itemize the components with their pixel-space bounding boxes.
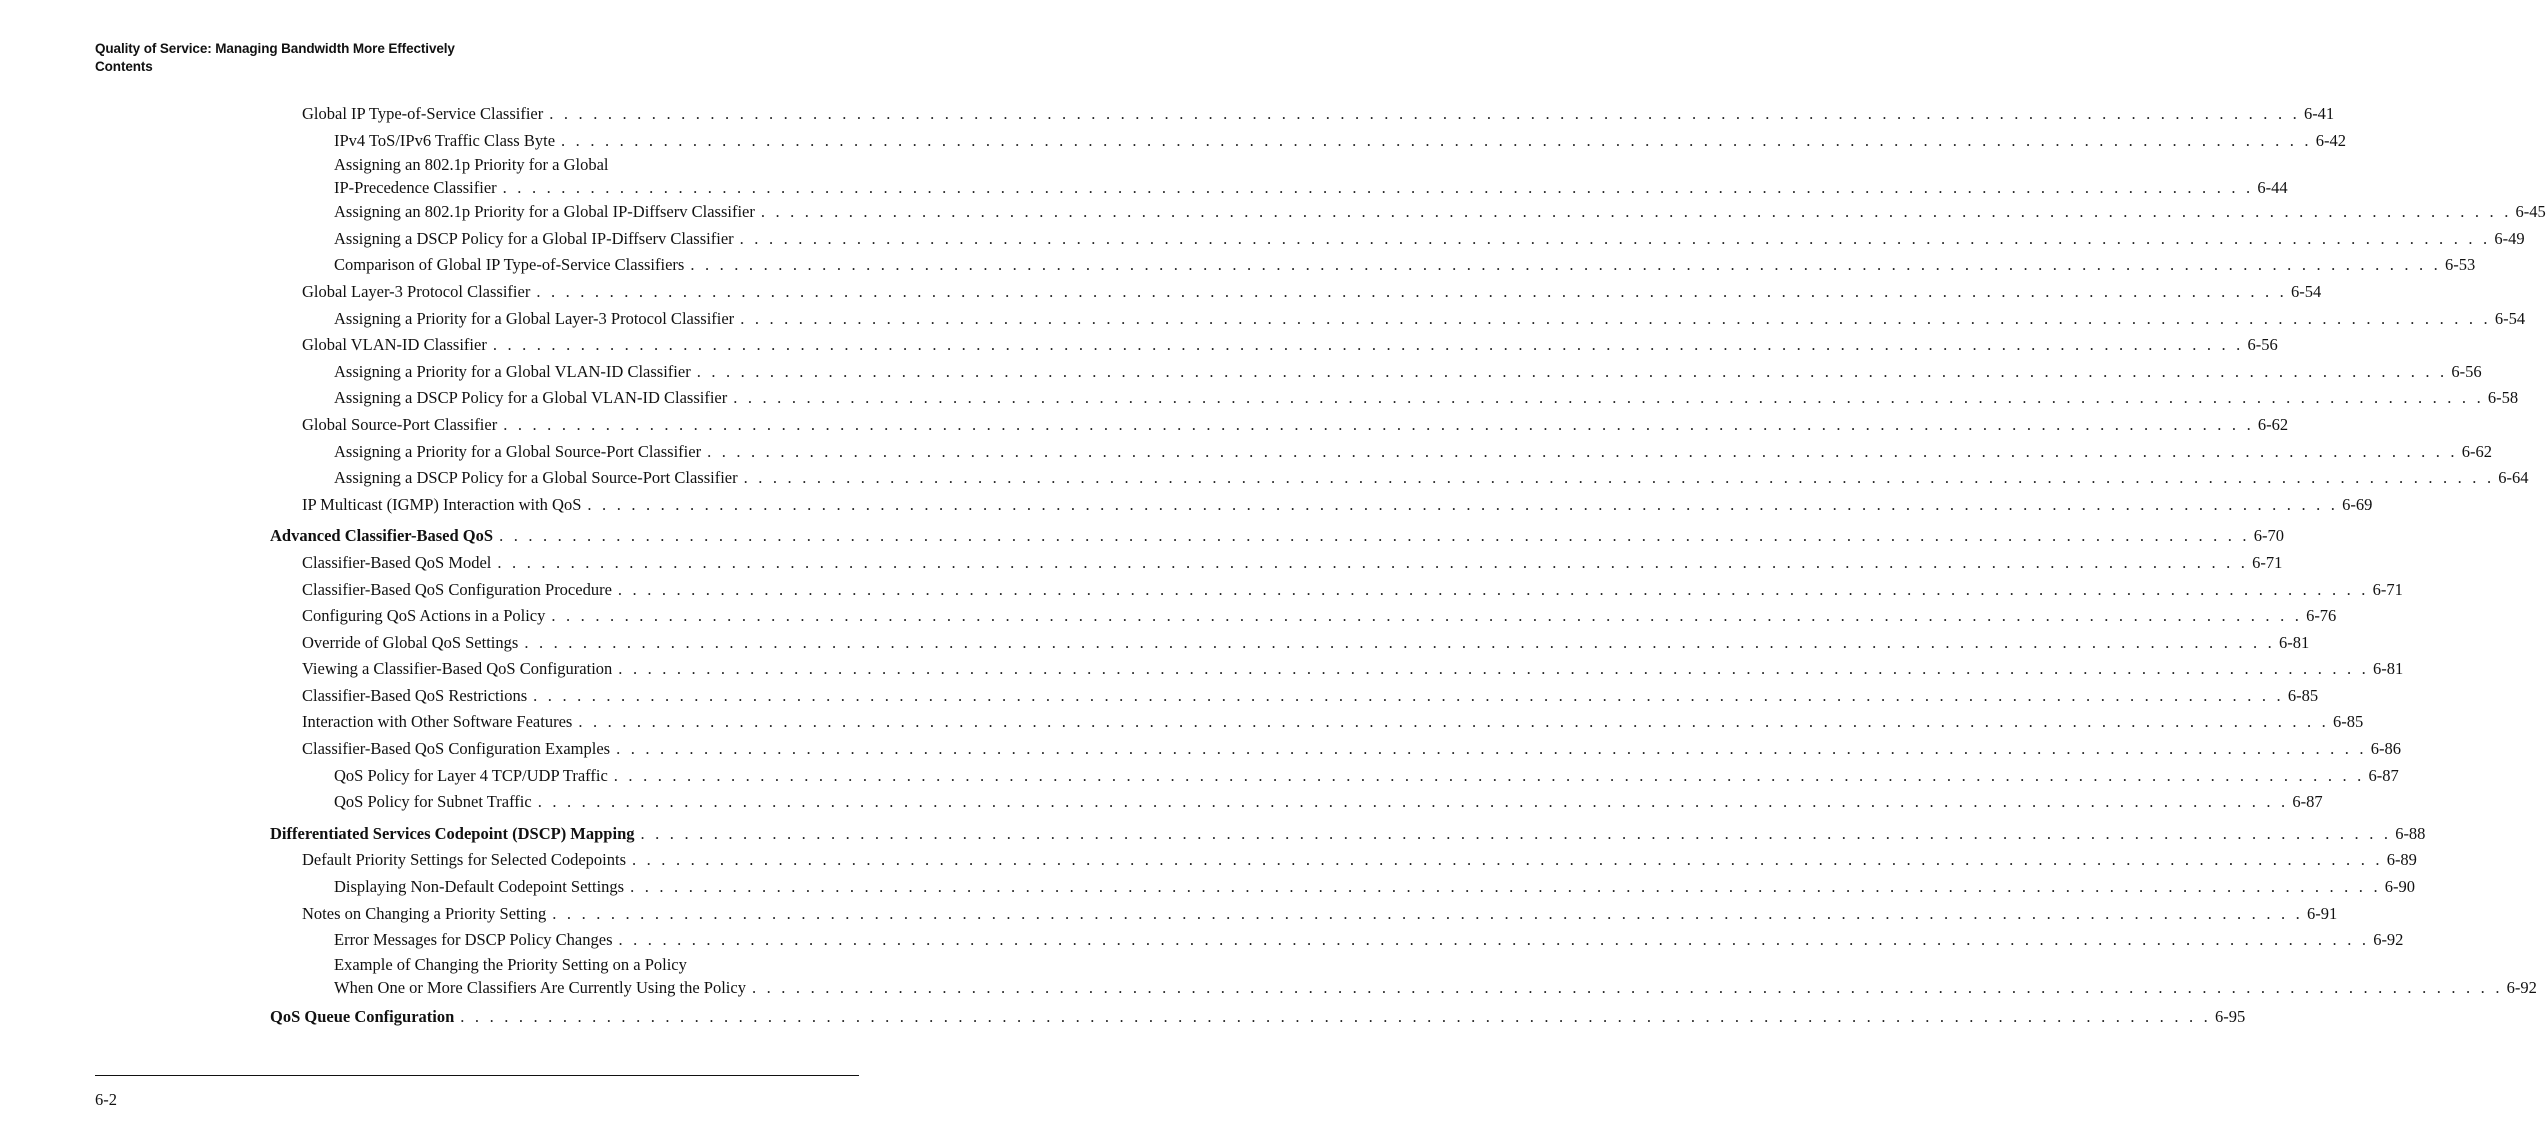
toc-entry[interactable] [334,439,2493,466]
dot-leader: . . . . . . . . . . . . . . . . . . . . . . . . . . . . . . . . . . . . . . . . . . . . . . . . . . . . . . . . . . . . . . . . . . . . . . . . . . . . . . . . . . . . . . . . . . . . . . . . . . . . . . . . . . . . . . . . . . . . . . . . [497,552,2249,572]
toc-entry-page-number: 6-86 [2370,739,2402,759]
toc-entry-page-number: 6-41 [2303,104,2335,123]
toc-entry[interactable] [334,306,2526,333]
toc-entry-page-number: 6-87 [2368,765,2399,785]
dot-leader: . . . . . . . . . . . . . . . . . . . . . . . . . . . . . . . . . . . . . . . . . . . . . . . . . . . . . . . . . . . . . . . . . . . . . . . . . . . . . . . . . . . . . . . . . . . . . . . . . . . . . . . . . . . . . . . . . . . . . . . . [739,228,2491,248]
toc-entry-page-number: 6-87 [2292,792,2323,812]
toc-entry[interactable] [302,101,2335,128]
toc-entry-page-number: 6-56 [2247,335,2278,355]
toc-entry[interactable] [270,1004,2246,1031]
toc-entry[interactable] [334,954,2537,999]
toc-entry-title: Interaction with Other Software Features [302,712,573,732]
dot-leader: . . . . . . . . . . . . . . . . . . . . . . . . . . . . . . . . . . . . . . . . . . . . . . . . . . . . . . . . . . . . . . . . . . . . . . . . . . . . . . . . . . . . . . . . . . . . . . . . . . . . . . . . . . . . . . . . . . . . . . . . [618,659,2369,679]
dot-leader: . . . . . . . . . . . . . . . . . . . . . . . . . . . . . . . . . . . . . . . . . . . . . . . . . . . . . . . . . . . . . . . . . . . . . . . . . . . . . . . . . . . . . . . . . . . . . . . . . . . . . . . . . . . . . . . . . . . . . . . . [578,712,2330,732]
toc-entry-title: Assigning a DSCP Policy for a Global VLAN-ID Classifier [334,388,728,408]
dot-leader: . . . . . . . . . . . . . . . . . . . . . . . . . . . . . . . . . . . . . . . . . . . . . . . . . . . . . . . . . . . . . . . . . . . . . . . . . . . . . . . . . . . . . . . . . . . . . . . . . . . . . . . . . . . . . . . . . . . . . . . . [617,579,2369,599]
toc-entry-page-number: 6-89 [2386,850,2417,870]
toc-entry-title: QoS Policy for Subnet Traffic [334,792,532,812]
toc-entry[interactable] [334,128,2346,155]
dot-leader: . . . . . . . . . . . . . . . . . . . . . . . . . . . . . . . . . . . . . . . . . . . . . . . . . . . . . . . . . . . . . . . . . . . . . . . . . . . . . . . . . . . . . . . . . . . . . . . . . . . . . . . . . . . . . . . . . . . . . . . . [460,1006,2211,1026]
dot-leader: . . . . . . . . . . . . . . . . . . . . . . . . . . . . . . . . . . . . . . . . . . . . . . . . . . . . . . . . . . . . . . . . . . . . . . . . . . . . . . . . . . . . . . . . . . . . . . . . . . . . . . . . . . . . . . . . . . . . . . . . [613,765,2365,785]
toc-entry[interactable] [334,465,2529,492]
toc-entry-title: Classifier-Based QoS Configuration Procedure [302,579,612,599]
dot-leader: . . . . . . . . . . . . . . . . . . . . . . . . . . . . . . . . . . . . . . . . . . . . . . . . . . . . . . . . . . . . . . . . . . . . . . . . . . . . . . . . . . . . . . . . . . . . . . . . . . . . . . . . . . . . . . . . . . . . . . . . [760,202,2512,222]
toc-entry-page-number: 6-69 [2342,494,2373,514]
dot-leader: . . . . . . . . . . . . . . . . . . . . . . . . . . . . . . . . . . . . . . . . . . . . . . . . . . . . . . . . . . . . . . . . . . . . . . . . . . . . . . . . . . . . . . . . . . . . . . . . . . . . . . . . . . . . . . . . . . . . . . . . [751,977,2503,997]
toc-entry[interactable] [302,847,2417,874]
toc-entry[interactable] [302,332,2278,359]
toc-entry[interactable] [334,199,2546,226]
toc-entry[interactable] [334,385,2519,412]
toc-entry-title: Advanced Classifier-Based QoS [270,526,494,546]
toc-entry-page-number: 6-88 [2395,823,2426,843]
dot-leader: . . . . . . . . . . . . . . . . . . . . . . . . . . . . . . . . . . . . . . . . . . . . . . . . . . . . . . . . . . . . . . . . . . . . . . . . . . . . . . . . . . . . . . . . . . . . . . . . . . . . . . . . . . . . . . . . . . . . . . . . [733,388,2484,408]
toc-entry-page-number: 6-62 [2257,414,2289,434]
footer-divider [95,1075,859,1076]
toc-entry-page-number: 6-92 [2373,930,2404,950]
toc-entry-page-number: 6-76 [2306,606,2337,626]
toc-entry-page-number: 6-44 [2257,178,2288,198]
toc-entry-page-number: 6-54 [2494,308,2526,328]
toc-entry-page-number: 6-85 [2287,685,2319,705]
toc-entry-title: Classifier-Based QoS Configuration Examples [302,739,611,759]
toc-entry[interactable] [302,709,2364,736]
dot-leader: . . . . . . . . . . . . . . . . . . . . . . . . . . . . . . . . . . . . . . . . . . . . . . . . . . . . . . . . . . . . . . . . . . . . . . . . . . . . . . . . . . . . . . . . . . . . . . . . . . . . . . . . . . . . . . . . . . . . . . . . [616,739,2367,759]
toc-entry-title: IPv4 ToS/IPv6 Traffic Class Byte [334,130,556,150]
toc-entry[interactable] [334,359,2482,386]
toc-entry-page-number: 6-56 [2451,361,2482,381]
dot-leader: . . . . . . . . . . . . . . . . . . . . . . . . . . . . . . . . . . . . . . . . . . . . . . . . . . . . . . . . . . . . . . . . . . . . . . . . . . . . . . . . . . . . . . . . . . . . . . . . . . . . . . . . . . . . . . . . . . . . . . . . [690,255,2442,275]
toc-entry-title: Viewing a Classifier-Based QoS Configuration [302,659,613,679]
dot-leader: . . . . . . . . . . . . . . . . . . . . . . . . . . . . . . . . . . . . . . . . . . . . . . . . . . . . . . . . . . . . . . . . . . . . . . . . . . . . . . . . . . . . . . . . . . . . . . . . . . . . . . . . . . . . . . . . . . . . . . . . [640,823,2392,843]
toc-entry[interactable] [302,656,2404,683]
toc-entry-title: Assigning a Priority for a Global Source-Port Classifier [334,441,702,461]
dot-leader: . . . . . . . . . . . . . . . . . . . . . . . . . . . . . . . . . . . . . . . . . . . . . . . . . . . . . . . . . . . . . . . . . . . . . . . . . . . . . . . . . . . . . . . . . . . . . . . . . . . . . . . . . . . . . . . . . . . . . . . . [502,178,2254,198]
dot-leader: . . . . . . . . . . . . . . . . . . . . . . . . . . . . . . . . . . . . . . . . . . . . . . . . . . . . . . . . . . . . . . . . . . . . . . . . . . . . . . . . . . . . . . . . . . . . . . . . . . . . . . . . . . . . . . . . . . . . . . . . [561,130,2312,150]
toc-entry-title: Assigning a Priority for a Global Layer-3 Protocol Classifier [334,308,735,328]
dot-leader: . . . . . . . . . . . . . . . . . . . . . . . . . . . . . . . . . . . . . . . . . . . . . . . . . . . . . . . . . . . . . . . . . . . . . . . . . . . . . . . . . . . . . . . . . . . . . . . . . . . . . . . . . . . . . . . . . . . . . . . . [587,494,2339,514]
toc-entry[interactable] [302,492,2373,519]
toc-entry-page-number: 6-81 [2279,632,2310,652]
running-header-section: Contents [95,59,153,74]
dot-leader: . . . . . . . . . . . . . . . . . . . . . . . . . . . . . . . . . . . . . . . . . . . . . . . . . . . . . . . . . . . . . . . . . . . . . . . . . . . . . . . . . . . . . . . . . . . . . . . . . . . . . . . . . . . . . . . . . . . . . . . . [551,606,2303,626]
toc-entry-title: QoS Policy for Layer 4 TCP/UDP Traffic [334,765,608,785]
toc-entry-title: Global VLAN-ID Classifier [302,335,487,355]
dot-leader: . . . . . . . . . . . . . . . . . . . . . . . . . . . . . . . . . . . . . . . . . . . . . . . . . . . . . . . . . . . . . . . . . . . . . . . . . . . . . . . . . . . . . . . . . . . . . . . . . . . . . . . . . . . . . . . . . . . . . . . . [533,685,2284,705]
table-of-contents [0,101,2546,1030]
toc-entry[interactable] [270,523,2285,550]
dot-leader: . . . . . . . . . . . . . . . . . . . . . . . . . . . . . . . . . . . . . . . . . . . . . . . . . . . . . . . . . . . . . . . . . . . . . . . . . . . . . . . . . . . . . . . . . . . . . . . . . . . . . . . . . . . . . . . . . . . . . . . . [707,441,2458,461]
toc-entry[interactable] [334,874,2416,901]
toc-entry-title: Classifier-Based QoS Model [302,552,492,572]
toc-entry[interactable] [302,630,2310,657]
toc-entry-page-number: 6-54 [2291,281,2322,301]
dot-leader: . . . . . . . . . . . . . . . . . . . . . . . . . . . . . . . . . . . . . . . . . . . . . . . . . . . . . . . . . . . . . . . . . . . . . . . . . . . . . . . . . . . . . . . . . . . . . . . . . . . . . . . . . . . . . . . . . . . . . . . . [630,877,2381,897]
dot-leader: . . . . . . . . . . . . . . . . . . . . . . . . . . . . . . . . . . . . . . . . . . . . . . . . . . . . . . . . . . . . . . . . . . . . . . . . . . . . . . . . . . . . . . . . . . . . . . . . . . . . . . . . . . . . . . . . . . . . . . . . [743,468,2495,488]
footer-page-number: 6-2 [95,1090,117,1109]
toc-entry-page-number: 6-45 [2515,202,2546,222]
toc-entry[interactable] [302,412,2289,439]
toc-entry[interactable] [302,901,2338,928]
toc-entry-page-number: 6-58 [2487,388,2519,408]
dot-leader: . . . . . . . . . . . . . . . . . . . . . . . . . . . . . . . . . . . . . . . . . . . . . . . . . . . . . . . . . . . . . . . . . . . . . . . . . . . . . . . . . . . . . . . . . . . . . . . . . . . . . . . . . . . . . . . . . . . . . . . . [536,281,2288,301]
toc-entry-page-number: 6-92 [2506,977,2537,997]
toc-entry-title: Global Source-Port Classifier [302,414,498,434]
toc-entry-page-number: 6-42 [2315,130,2346,150]
dot-leader: . . . . . . . . . . . . . . . . . . . . . . . . . . . . . . . . . . . . . . . . . . . . . . . . . . . . . . . . . . . . . . . . . . . . . . . . . . . . . . . . . . . . . . . . . . . . . . . . . . . . . . . . . . . . . . . . . . . . . . . . [552,903,2303,923]
dot-leader: . . . . . . . . . . . . . . . . . . . . . . . . . . . . . . . . . . . . . . . . . . . . . . . . . . . . . . . . . . . . . . . . . . . . . . . . . . . . . . . . . . . . . . . . . . . . . . . . . . . . . . . . . . . . . . . . . . . . . . . . [492,335,2244,355]
toc-entry[interactable] [302,577,2403,604]
toc-entry-title: QoS Queue Configuration [270,1006,455,1026]
toc-entry[interactable] [302,603,2337,630]
toc-entry-title: Configuring QoS Actions in a Policy [302,606,546,626]
toc-entry-page-number: 6-62 [2461,441,2493,461]
toc-entry-title-continued: When One or More Classifiers Are Currently Using the Policy [334,977,746,997]
toc-entry-title-continued: IP-Precedence Classifier [334,178,497,198]
toc-entry-title: Global Layer-3 Protocol Classifier [302,281,531,301]
toc-entry-title: Default Priority Settings for Selected Codepoints [302,850,626,870]
toc-entry[interactable] [334,789,2323,816]
dot-leader: . . . . . . . . . . . . . . . . . . . . . . . . . . . . . . . . . . . . . . . . . . . . . . . . . . . . . . . . . . . . . . . . . . . . . . . . . . . . . . . . . . . . . . . . . . . . . . . . . . . . . . . . . . . . . . . . . . . . . . . . [499,526,2250,546]
dot-leader: . . . . . . . . . . . . . . . . . . . . . . . . . . . . . . . . . . . . . . . . . . . . . . . . . . . . . . . . . . . . . . . . . . . . . . . . . . . . . . . . . . . . . . . . . . . . . . . . . . . . . . . . . . . . . . . . . . . . . . . . [696,361,2448,381]
running-header-title: Quality of Service: Managing Bandwidth More Effectively [95,41,455,56]
toc-entry[interactable] [334,927,2404,954]
dot-leader: . . . . . . . . . . . . . . . . . . . . . . . . . . . . . . . . . . . . . . . . . . . . . . . . . . . . . . . . . . . . . . . . . . . . . . . . . . . . . . . . . . . . . . . . . . . . . . . . . . . . . . . . . . . . . . . . . . . . . . . . [524,632,2275,652]
toc-entry[interactable] [334,763,2399,790]
toc-entry-title: Global IP Type-of-Service Classifier [302,104,544,123]
toc-entry-page-number: 6-71 [2252,552,2283,572]
toc-entry-title: Assigning a DSCP Policy for a Global IP-Diffserv Classifier [334,228,734,248]
toc-entry-page-number: 6-64 [2498,468,2529,488]
toc-entry[interactable] [334,154,2288,199]
toc-entry[interactable] [334,226,2525,253]
toc-entry[interactable] [302,279,2322,306]
dot-leader: . . . . . . . . . . . . . . . . . . . . . . . . . . . . . . . . . . . . . . . . . . . . . . . . . . . . . . . . . . . . . . . . . . . . . . . . . . . . . . . . . . . . . . . . . . . . . . . . . . . . . . . . . . . . . . . . . . . . . . . . [618,930,2370,950]
toc-entry[interactable] [270,821,2426,848]
toc-entry-title: Comparison of Global IP Type-of-Service Classifiers [334,255,685,275]
dot-leader: . . . . . . . . . . . . . . . . . . . . . . . . . . . . . . . . . . . . . . . . . . . . . . . . . . . . . . . . . . . . . . . . . . . . . . . . . . . . . . . . . . . . . . . . . . . . . . . . . . . . . . . . . . . . . . . . . . . . . . . . [740,308,2491,328]
toc-entry-title: Assigning a DSCP Policy for a Global Source-Port Classifier [334,468,738,488]
toc-entry-title: Displaying Non-Default Codepoint Settings [334,877,625,897]
toc-entry-title: Example of Changing the Priority Setting on a Policy [334,954,687,974]
toc-entry-title: Notes on Changing a Priority Setting [302,903,547,923]
toc-entry-page-number: 6-90 [2384,877,2416,897]
toc-entry-page-number: 6-70 [2253,526,2285,546]
running-header [95,40,455,76]
toc-entry-title: Classifier-Based QoS Restrictions [302,685,528,705]
toc-entry-page-number: 6-49 [2494,228,2525,248]
toc-entry[interactable] [334,252,2476,279]
toc-entry-page-number: 6-85 [2333,712,2364,732]
toc-entry-page-number: 6-95 [2214,1006,2246,1026]
toc-entry-title: Assigning an 802.1p Priority for a Global IP-Diffserv Classifier [334,202,755,222]
toc-entry[interactable] [302,550,2283,577]
dot-leader: . . . . . . . . . . . . . . . . . . . . . . . . . . . . . . . . . . . . . . . . . . . . . . . . . . . . . . . . . . . . . . . . . . . . . . . . . . . . . . . . . . . . . . . . . . . . . . . . . . . . . . . . . . . . . . . . . . . . . . . . [503,414,2254,434]
toc-entry-title: Assigning a Priority for a Global VLAN-ID Classifier [334,361,691,381]
dot-leader: . . . . . . . . . . . . . . . . . . . . . . . . . . . . . . . . . . . . . . . . . . . . . . . . . . . . . . . . . . . . . . . . . . . . . . . . . . . . . . . . . . . . . . . . . . . . . . . . . . . . . . . . . . . . . . . . . . . . . . . . [632,850,2383,870]
toc-entry-page-number: 6-53 [2445,255,2476,275]
toc-entry-page-number: 6-81 [2372,659,2404,679]
toc-entry-title: IP Multicast (IGMP) Interaction with QoS [302,494,582,514]
toc-entry-page-number: 6-71 [2372,579,2403,599]
dot-leader: . . . . . . . . . . . . . . . . . . . . . . . . . . . . . . . . . . . . . . . . . . . . . . . . . . . . . . . . . . . . . . . . . . . . . . . . . . . . . . . . . . . . . . . . . . . . . . . . . . . . . . . . . . . . . . . . . . . . . . . . [537,792,2289,812]
toc-entry[interactable] [302,736,2402,763]
toc-entry-title: Assigning an 802.1p Priority for a Global [334,155,609,175]
toc-entry-title: Override of Global QoS Settings [302,632,519,652]
dot-leader: . . . . . . . . . . . . . . . . . . . . . . . . . . . . . . . . . . . . . . . . . . . . . . . . . . . . . . . . . . . . . . . . . . . . . . . . . . . . . . . . . . . . . . . . . . . . . . . . . . . . . . . . . . . . . . . . . . . . . . . . [549,104,2300,123]
toc-entry-page-number: 6-91 [2306,903,2338,923]
toc-entry[interactable] [302,683,2319,710]
toc-entry-title: Differentiated Services Codepoint (DSCP) Mapping [270,823,635,843]
toc-entry-title: Error Messages for DSCP Policy Changes [334,930,613,950]
